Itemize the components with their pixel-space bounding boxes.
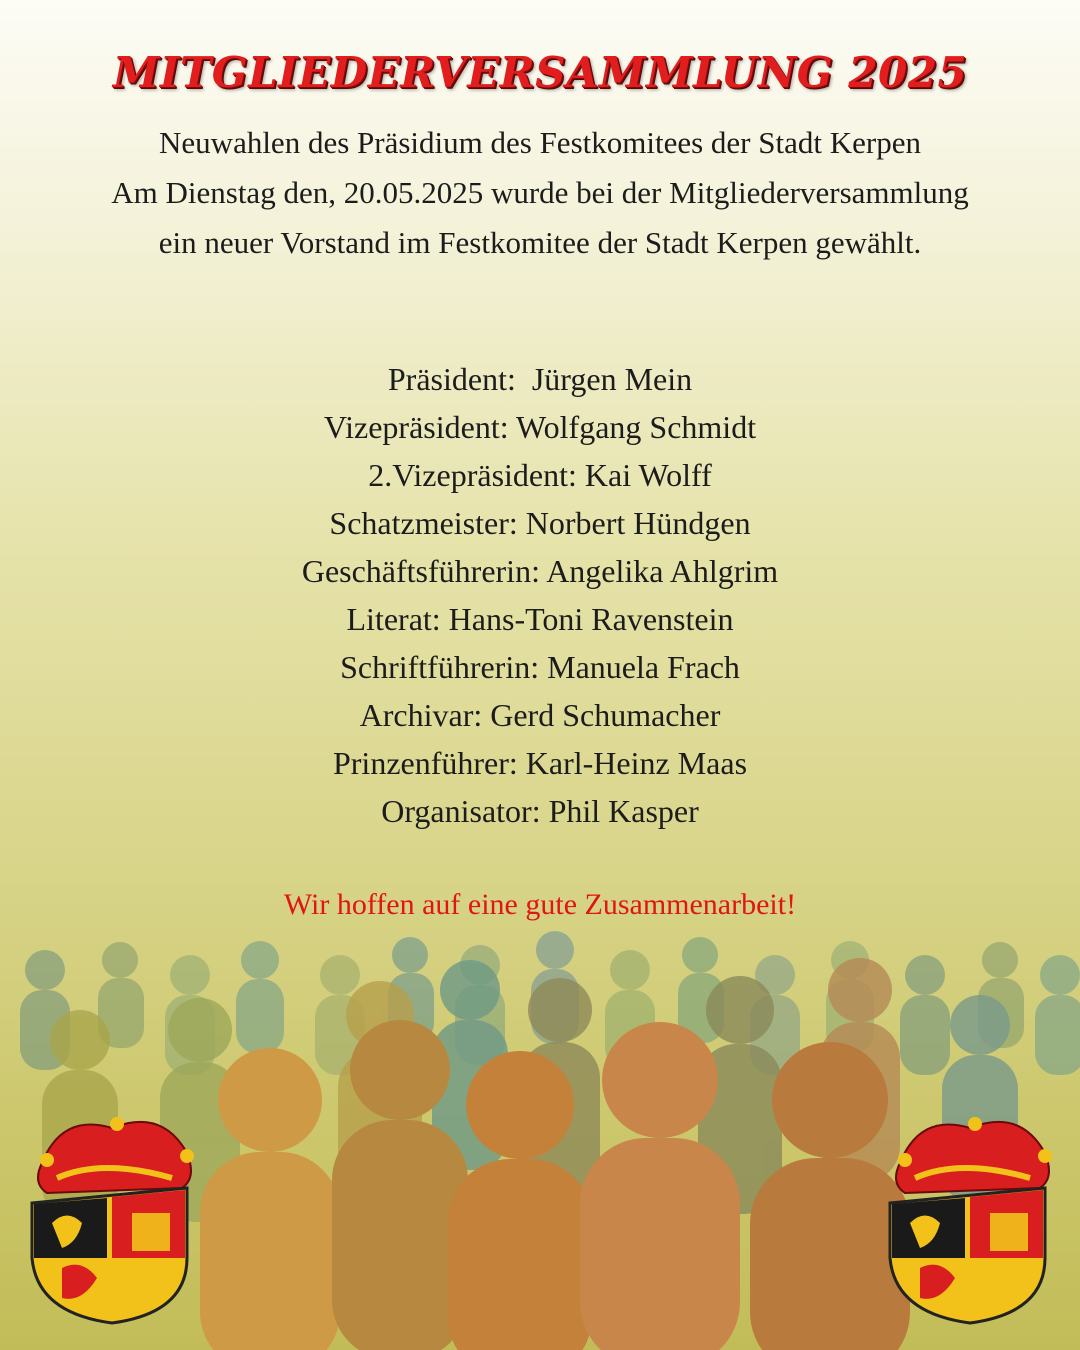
closing-message: Wir hoffen auf eine gute Zusammenarbeit! xyxy=(283,888,797,921)
board-member: Organisator: Phil Kasper xyxy=(381,793,699,829)
intro-line-2: Am Dienstag den, 20.05.2025 wurde bei der Mitgliederversammlung xyxy=(111,175,969,210)
board-member: 2.Vizepräsident: Kai Wolff xyxy=(368,457,712,493)
crest-left-icon xyxy=(22,1108,202,1328)
board-member: Geschäftsführerin: Angelika Ahlgrim xyxy=(301,553,779,589)
board-member: Literat: Hans-Toni Ravenstein xyxy=(346,601,734,637)
board-member: Archivar: Gerd Schumacher xyxy=(359,697,721,733)
board-member: Vizepräsident: Wolfgang Schmidt xyxy=(323,409,757,445)
intro-text xyxy=(0,118,1080,268)
board-member: Präsident: Jürgen Mein xyxy=(387,361,693,397)
board-member: Prinzenführer: Karl-Heinz Maas xyxy=(332,745,748,781)
board-member: Schatzmeister: Norbert Hündgen xyxy=(329,505,751,541)
intro-line-1: Neuwahlen des Präsidium des Festkomitees der Stadt Kerpen xyxy=(159,125,921,160)
page-title: MITGLIEDERVERSAMMLUNG 2025 xyxy=(112,48,968,97)
board-list xyxy=(0,355,1080,835)
intro-line-3: ein neuer Vorstand im Festkomitee der Stadt Kerpen gewählt. xyxy=(158,225,922,260)
board-member: Schriftführerin: Manuela Frach xyxy=(340,649,740,685)
crest-right-icon xyxy=(880,1108,1060,1328)
